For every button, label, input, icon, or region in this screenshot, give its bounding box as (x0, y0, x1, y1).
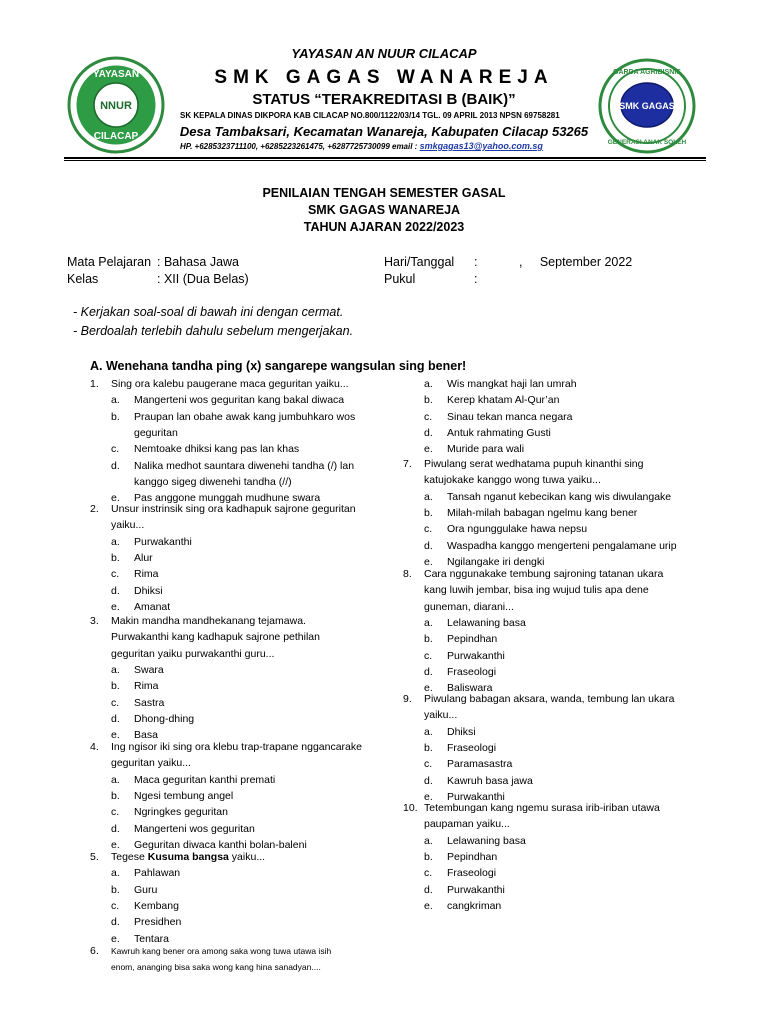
question-text: Purwakanthi kang kadhapuk sajrone pethilan (111, 631, 320, 644)
option-letter: c. (424, 649, 433, 662)
question-number: 1. (90, 378, 99, 390)
option-letter: b. (111, 410, 120, 423)
option-text: Antuk rahmating Gusti (447, 426, 551, 439)
option-text: Pepindhan (447, 633, 498, 646)
option-text: Purwakanthi (447, 649, 505, 662)
option-letter: e. (424, 899, 433, 912)
option-text: Ora ngunggulake hawa nepsu (447, 523, 588, 536)
option-text: Sinau tekan manca negara (447, 410, 573, 423)
question-text: katujokake kanggo wong tuwa yaiku... (424, 474, 601, 487)
option-letter: a. (111, 773, 120, 786)
option-text: Wis mangkat haji lan umrah (447, 378, 577, 390)
decree-line: SK KEPALA DINAS DIKPORA KAB CILACAP NO.800/1122/03/14 TGL. 09 APRIL 2013 NPSN 69758281 (180, 111, 560, 120)
header-divider-thin (64, 160, 706, 161)
option-text: Kembang (134, 899, 179, 912)
logo-left-bottom-text: CILACAP (93, 131, 139, 142)
school-address: Desa Tambaksari, Kecamatan Wanareja, Kabupaten Cilacap 53265 (179, 124, 589, 139)
option-letter: e. (111, 729, 120, 742)
question-text: Piwulang serat wedhatama pupuh kinanthi sing (424, 458, 644, 470)
option-text: Fraseologi (447, 741, 497, 754)
phone-numbers: HP. +6285323711100, +6285223261475, +6287725730099 email : (180, 142, 420, 151)
option-letter: e. (424, 443, 433, 456)
question-text: yaiku... (111, 519, 145, 532)
option-letter: c. (111, 899, 120, 912)
option-letter: e. (424, 555, 433, 568)
school-name: SMK GAGAS WANAREJA (214, 67, 554, 88)
option-letter: d. (424, 665, 433, 678)
option-letter: d. (111, 822, 120, 835)
option-text: Swara (134, 663, 164, 676)
option-letter: b. (111, 883, 120, 896)
option-letter: c. (111, 806, 120, 819)
subject-label: Mata Pelajaran (67, 255, 152, 269)
logo-left-top-text: YAYASAN (92, 69, 140, 80)
option-text: Pahlawan (134, 867, 181, 880)
logo-left-middle-text: NNUR (100, 100, 132, 112)
question-text-pre: Tegese (111, 851, 148, 863)
option-text: Geguritan diwaca kanthi bolan-baleni (134, 838, 307, 851)
contact-line (180, 141, 600, 151)
question-text: Ing ngisor iki sing ora klebu trap-trapane nggancarake (111, 741, 362, 753)
option-text: Lelawaning basa (447, 616, 526, 629)
option-letter: c. (111, 443, 120, 456)
option-text: Praupan lan obahe awak kang jumbuhkaro wos (134, 410, 356, 423)
question-number: 5. (90, 851, 99, 863)
option-text: Tentara (134, 932, 170, 945)
section-a-heading: A. Wenehana tandha ping (x) sangarepe wangsulan sing bener! (90, 359, 467, 373)
question-number: 7. (403, 458, 412, 470)
option-letter: a. (424, 834, 433, 847)
option-text: Maca geguritan kanthi premati (134, 773, 276, 786)
option-letter: c. (111, 568, 120, 581)
question-text: paupaman yaiku... (424, 818, 510, 831)
question-keyword: Kusuma bangsa (147, 851, 229, 863)
option-letter: b. (111, 789, 120, 802)
question-text: Tetembungan kang ngemu surasa irib-iriban utawa (424, 802, 660, 814)
question-text: guneman, diarani... (424, 600, 514, 613)
question-text: Kawruh kang bener ora among saka wong tuwa utawa isih (111, 946, 332, 956)
option-letter: c. (424, 867, 433, 880)
subject-value: : Bahasa Jawa (157, 255, 239, 269)
option-letter: e. (111, 838, 120, 851)
time-colon: : (474, 272, 478, 286)
option-text: Ngesi tembung angel (134, 789, 234, 802)
email-link[interactable]: smkgagas13@yahoo.com.sg (419, 141, 543, 151)
question-text: Cara nggunakake tembung sajroning tatanan ukara (424, 568, 664, 580)
option-letter: a. (111, 867, 120, 880)
question-text: geguritan yaiku purwakanthi guru... (111, 647, 275, 660)
option-text: Fraseologi (447, 867, 497, 880)
option-text: Ngilangake iri dengki (447, 555, 545, 568)
exam-title: PENILAIAN TENGAH SEMESTER GASAL (262, 186, 506, 200)
exam-school: SMK GAGAS WANAREJA (307, 203, 461, 217)
instruction-2: - Berdoalah terlebih dahulu sebelum mengerjakan. (73, 324, 354, 338)
option-text: Pepindhan (447, 850, 498, 863)
option-letter: b. (424, 506, 433, 519)
logo-right-top-text: GARDA AGRIBISNIS (613, 69, 681, 76)
exam-year: TAHUN AJARAN 2022/2023 (303, 220, 465, 234)
header-divider (64, 157, 706, 159)
option-text: Nalika medhot sauntara diwenehi tandha (/) lan (134, 459, 355, 472)
question-number: 10. (403, 802, 418, 814)
option-letter: d. (111, 712, 120, 725)
logo-right-middle-text: SMK GAGAS (619, 101, 675, 111)
option-letter: a. (111, 535, 120, 548)
option-letter: b. (111, 551, 120, 564)
option-letter: c. (424, 523, 433, 536)
option-letter: c. (424, 410, 433, 423)
question-text: geguritan yaiku... (111, 757, 191, 770)
instruction-1: - Kerjakan soal-soal di bawah ini dengan cermat. (73, 305, 344, 319)
option-text: kanggo sigeg diwenehi tandha (//) (134, 475, 292, 488)
option-text: Rima (134, 680, 159, 693)
question-number: 4. (90, 741, 99, 753)
option-text: Dhiksi (447, 725, 476, 738)
option-text: Rima (134, 568, 159, 581)
option-text: Muride para wali (447, 443, 525, 456)
option-text: Mangerteni wos geguritan (134, 822, 255, 835)
option-letter: b. (424, 741, 433, 754)
option-text: Dhiksi (134, 584, 163, 597)
question-text: Unsur instrinsik sing ora kadhapuk sajrone geguritan (111, 503, 356, 515)
question-number: 3. (90, 615, 99, 627)
option-text: Paramasastra (447, 758, 513, 771)
option-letter: e. (424, 682, 433, 695)
option-text: Milah-milah babagan ngelmu kang bener (447, 506, 638, 519)
date-label: Hari/Tanggal (384, 255, 455, 269)
option-letter: b. (111, 680, 120, 693)
option-letter: a. (111, 663, 120, 676)
option-text: Purwakanthi (447, 790, 505, 803)
option-text: Basa (134, 729, 158, 742)
option-text: Sastra (134, 696, 165, 709)
option-text: Kerep khatam Al-Qur’an (447, 394, 560, 407)
accreditation-status: STATUS “TERAKREDITASI B (BAIK)” (252, 91, 516, 108)
option-text: Waspadha kanggo mengerteni pengalamane urip (447, 539, 677, 552)
option-text: Presidhen (134, 916, 182, 929)
option-text: Kawruh basa jawa (447, 774, 533, 787)
option-text: Alur (134, 551, 153, 564)
option-text: cangkriman (447, 899, 502, 912)
option-letter: d. (111, 584, 120, 597)
option-letter: e. (424, 790, 433, 803)
date-value: , September 2022 (519, 255, 633, 269)
question-text: enom, ananging bisa saka wong kang hina sanadyan.... (111, 962, 321, 973)
option-letter: e. (111, 932, 120, 945)
question-text: yaiku... (424, 709, 458, 722)
option-letter: d. (111, 459, 120, 472)
option-text: Ngringkes geguritan (134, 806, 228, 819)
question-text: Makin mandha mandhekanang tejamawa. (111, 615, 306, 627)
option-text: Nemtoake dhiksi kang pas lan khas (134, 443, 300, 456)
question-text-post: yaiku... (228, 851, 266, 863)
option-letter: e. (111, 600, 120, 613)
logo-right-bottom-text: GENERASI ANAK SOLEH (607, 139, 687, 146)
question-number: 6. (90, 945, 99, 957)
time-label: Pukul (384, 272, 416, 286)
class-value: : XII (Dua Belas) (157, 272, 249, 286)
option-letter: a. (424, 378, 433, 390)
date-colon: : (474, 255, 478, 269)
option-text: Guru (134, 883, 158, 896)
option-letter: a. (424, 616, 433, 629)
option-letter: a. (111, 394, 120, 407)
option-text: Purwakanthi (447, 883, 505, 896)
question-text: Piwulang babagan aksara, wanda, tembung lan ukara (424, 693, 675, 705)
question-number: 8. (403, 568, 412, 580)
option-letter: b. (424, 850, 433, 863)
question-number: 2. (90, 503, 99, 515)
option-letter: c. (111, 696, 120, 709)
option-text: Fraseologi (447, 665, 497, 678)
option-text: Baliswara (447, 682, 493, 695)
question-text: Sing ora kalebu paugerane maca geguritan yaiku... (111, 378, 349, 390)
option-text: Lelawaning basa (447, 834, 526, 847)
option-letter: e. (111, 492, 120, 505)
question-number: 9. (403, 693, 412, 705)
option-text: geguritan (134, 426, 178, 439)
option-letter: d. (424, 774, 433, 787)
option-text: Purwakanthi (134, 535, 192, 548)
option-letter: b. (424, 633, 433, 646)
option-text: Dhong-dhing (134, 712, 195, 725)
option-letter: b. (424, 394, 433, 407)
option-text: Amanat (134, 600, 171, 613)
option-text: Mangerteni wos geguritan kang bakal diwaca (134, 394, 345, 407)
option-text: Pas anggone munggah mudhune swara (134, 492, 321, 505)
option-letter: d. (424, 539, 433, 552)
question-text (111, 849, 265, 865)
option-letter: a. (424, 725, 433, 738)
foundation-name: YAYASAN AN NUUR CILACAP (291, 46, 477, 61)
class-label: Kelas (67, 272, 99, 286)
option-letter: d. (111, 916, 120, 929)
option-text: Tansah nganut kebecikan kang wis diwulangake (447, 490, 672, 503)
option-letter: c. (424, 758, 433, 771)
question-text: kang luwih jembar, bisa ing wujud tulis apa dene (424, 584, 649, 597)
option-letter: a. (424, 490, 433, 503)
option-letter: d. (424, 883, 433, 896)
option-letter: d. (424, 426, 433, 439)
